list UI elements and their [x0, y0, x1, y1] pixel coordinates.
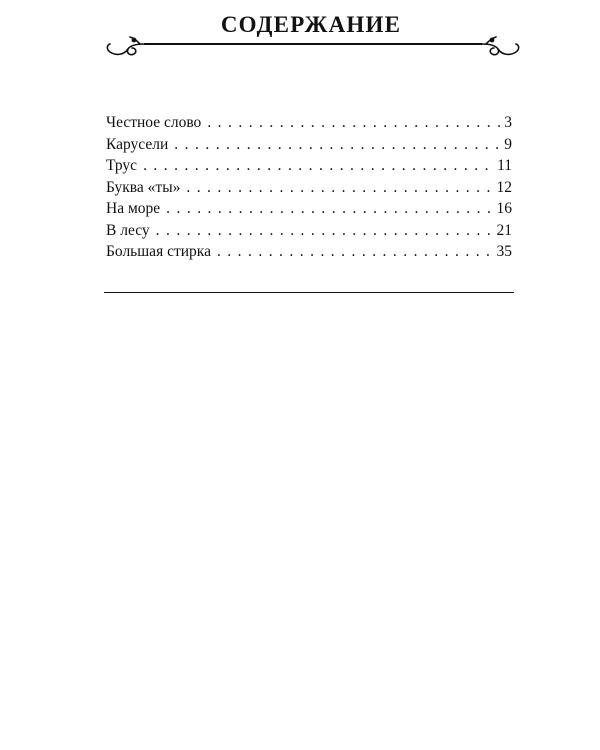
toc-page-number: 3: [504, 114, 512, 131]
toc-page-number: 21: [496, 221, 512, 239]
toc-entry[interactable]: [106, 198, 512, 220]
toc-entry[interactable]: [106, 134, 512, 156]
right-flourish-icon: [482, 37, 519, 55]
toc-page-number: 12: [496, 178, 512, 196]
table-of-contents: [106, 112, 512, 263]
toc-entry[interactable]: [106, 220, 512, 242]
heading-ornament: [104, 32, 524, 62]
page-title: СОДЕРЖАНИЕ: [220, 12, 402, 37]
toc-page-number: 11: [497, 157, 512, 174]
toc-entry-title: Большая стирка: [106, 243, 211, 260]
toc-entry-title: Честное слово: [106, 114, 202, 131]
toc-page-number: 9: [504, 135, 512, 153]
dot-leader: [143, 155, 495, 177]
toc-entry-title: На море: [106, 200, 161, 217]
toc-entry-title: Буква «ты»: [106, 178, 181, 196]
dot-leader: [217, 241, 495, 263]
toc-entry-title: Трус: [106, 157, 138, 174]
toc-entry[interactable]: [106, 155, 512, 177]
bottom-divider: [104, 292, 514, 293]
toc-entry[interactable]: [106, 112, 512, 134]
toc-page-number: 35: [496, 243, 512, 260]
toc-entry[interactable]: [106, 241, 512, 263]
dot-leader: [174, 134, 502, 156]
left-flourish-icon: [107, 37, 144, 55]
dot-leader: [156, 220, 495, 242]
dot-leader: [166, 198, 494, 220]
toc-entry-title: Карусели: [106, 135, 169, 153]
dot-leader: [207, 112, 502, 134]
toc-page-number: 16: [496, 200, 512, 217]
toc-entry[interactable]: [106, 177, 512, 199]
toc-entry-title: В лесу: [106, 221, 150, 239]
dot-leader: [186, 177, 494, 199]
